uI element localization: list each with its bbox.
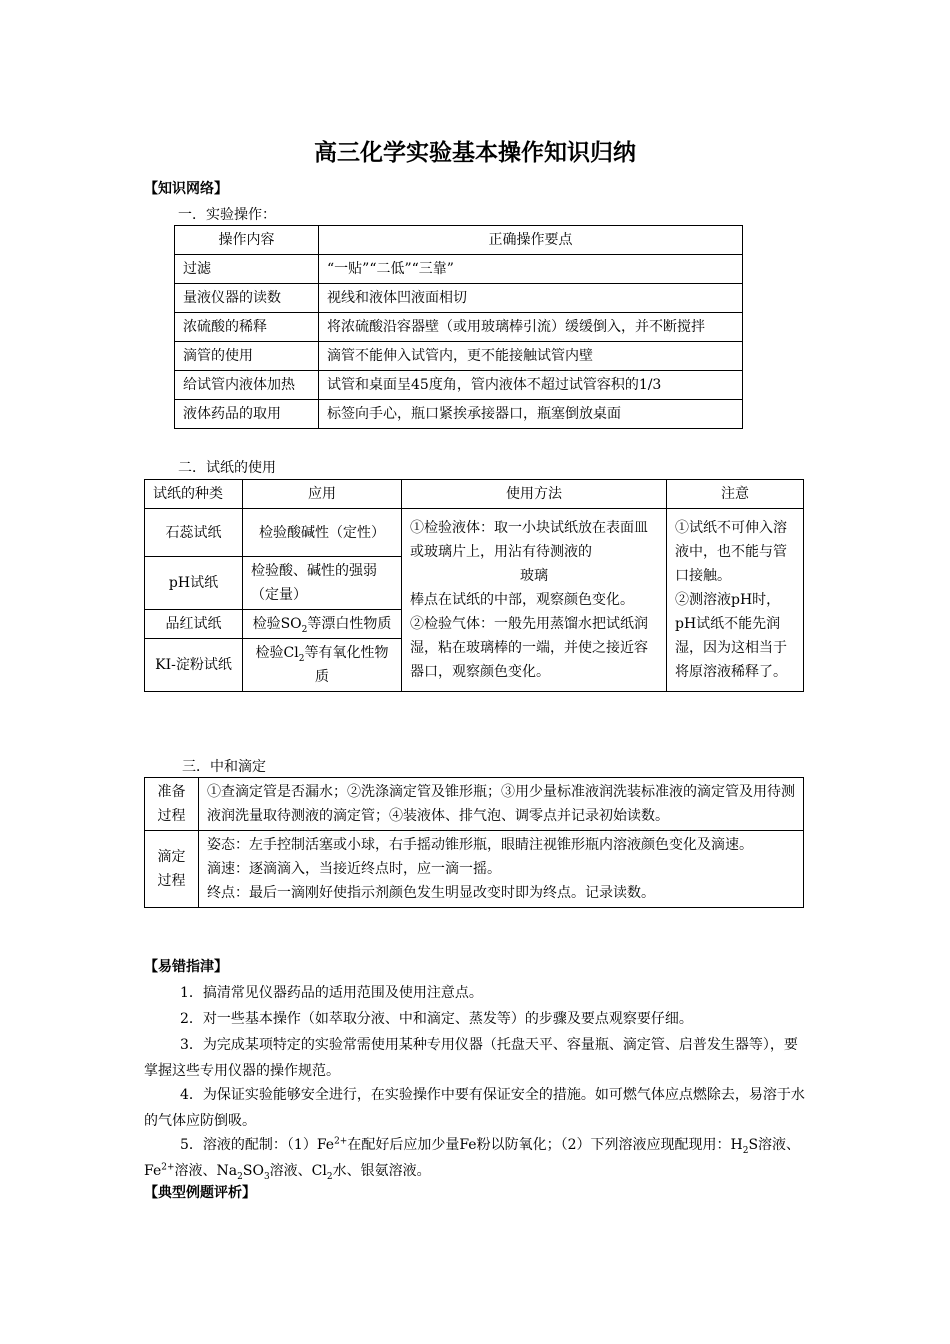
paper-type: KI-淀粉试纸 (145, 639, 243, 692)
operation-name: 滴管的使用 (175, 342, 319, 371)
table-row (175, 371, 743, 400)
table-header-cell: 试纸的种类 (145, 480, 243, 509)
operation-point: 试管和桌面呈45度角，管内液体不超过试管容积的1/3 (319, 371, 743, 400)
table-row (145, 831, 804, 908)
titration-table (144, 777, 804, 908)
table-row (175, 342, 743, 371)
operation-name: 量液仪器的读数 (175, 284, 319, 313)
error-item-3: 3．为完成某项特定的实验常需使用某种专用仪器（托盘天平、容量瓶、滴定管、启普发生器等），要掌握这些专用仪器的操作规范。 (144, 1037, 798, 1079)
part1-heading: 一．实验操作： (178, 207, 276, 223)
table-row (145, 509, 804, 557)
paper-type: 品红试纸 (145, 610, 243, 639)
error-item-4: 4．为保证实验能够安全进行，在实验操作中要有保证安全的措施。如可燃气体应点燃除去，易溶于水的气体应防倒吸。 (144, 1087, 805, 1129)
paper-use: 检验酸碱性（定性） (243, 509, 402, 557)
table-header-cell: 注意 (667, 480, 804, 509)
operation-name: 过滤 (175, 255, 319, 284)
note-2: ②测溶液pH时，pH试纸不能先润湿，因为这相当于将原溶液稀释了。 (675, 592, 787, 680)
table-header-cell: 使用方法 (402, 480, 667, 509)
part3-heading: 三．中和滴定 (182, 759, 266, 775)
usage-notes (667, 509, 804, 692)
table-header-cell: 应用 (243, 480, 402, 509)
titration-label: 滴定过程 (145, 831, 199, 908)
table-header-row (175, 226, 743, 255)
note-1: ①试纸不可伸入溶液中，也不能与管口接触。 (675, 520, 787, 584)
paper-type: 石蕊试纸 (145, 509, 243, 557)
section-heading-examples: 【典型例题评析】 (144, 1185, 256, 1201)
paper-use: 检验$Cl_2$等有氧化性物质 (243, 639, 402, 692)
table-row (175, 313, 743, 342)
table-header-row (145, 480, 804, 509)
operation-name: 浓硫酸的稀释 (175, 313, 319, 342)
table-row (175, 284, 743, 313)
prep-text: ①查滴定管是否漏水；②洗涤滴定管及锥形瓶；③用少量标准液润洗装标准液的滴定管及用待测液润洗量取待测液的滴定管；④装液体、排气泡、调零点并记录初始读数。 (199, 778, 804, 831)
paper-type: pH试纸 (145, 557, 243, 610)
error-item-5: 5．溶液的配制：$(1)Fe^{2+}$在配好后应加少量Fe粉以防氧化；（2）下列溶液应现配现用：$H_2S$溶液、$Fe^{2+}$溶液、$Na_2SO_3$溶液、$Cl_2$水、银氨溶液。 (144, 1136, 801, 1182)
table-row (175, 255, 743, 284)
page-title: 高三化学实验基本操作知识归纳 (314, 140, 636, 166)
operation-name: 液体药品的取用 (175, 400, 319, 429)
error-item-2: 2．对一些基本操作（如萃取分液、中和滴定、蒸发等）的步骤及要点观察要仔细。 (180, 1011, 693, 1027)
operation-name: 给试管内液体加热 (175, 371, 319, 400)
test-paper-table (144, 479, 804, 692)
method-liquid: ①检验液体：取一小块试纸放在表面皿或玻璃片上，用沾有待测液的 玻璃 棒点在试纸的中部，观察颜色变化。 (410, 520, 648, 608)
table-header-cell: 正确操作要点 (319, 226, 743, 255)
section-heading-network: 【知识网络】 (144, 181, 228, 197)
section-heading-errors: 【易错指津】 (144, 959, 228, 975)
operation-point: “一贴”“二低”“三靠” (319, 255, 743, 284)
operation-point: 标签向手心，瓶口紧挨承接器口，瓶塞倒放桌面 (319, 400, 743, 429)
paper-use: 检验酸、碱性的强弱 （定量） (243, 557, 402, 610)
table-row (145, 778, 804, 831)
method-gas: ②检验气体：一般先用蒸馏水把试纸润湿，粘在玻璃棒的一端，并使之接近容器口，观察颜色变化。 (410, 616, 648, 680)
usage-method (402, 509, 667, 692)
part2-heading: 二．试纸的使用 (178, 460, 276, 476)
operation-point: 滴管不能伸入试管内，更不能接触试管内壁 (319, 342, 743, 371)
prep-label: 准备过程 (145, 778, 199, 831)
paper-use: 检验$SO_2$等漂白性物质 (243, 610, 402, 639)
error-item-1: 1．搞清常见仪器药品的适用范围及使用注意点。 (180, 985, 483, 1001)
operation-point: 视线和液体凹液面相切 (319, 284, 743, 313)
operations-table (174, 225, 743, 429)
titration-text: 姿态：左手控制活塞或小球，右手摇动锥形瓶，眼睛注视锥形瓶内溶液颜色变化及滴速。 滴速：逐滴滴入，当接近终点时，应一滴一摇。 终点：最后一滴刚好使指示剂颜色发生明显改变时即为终点。记录读数。 (199, 831, 804, 908)
table-header-cell: 操作内容 (175, 226, 319, 255)
operation-point: 将浓硫酸沿容器壁（或用玻璃棒引流）缓缓倒入，并不断搅拌 (319, 313, 743, 342)
table-row (175, 400, 743, 429)
